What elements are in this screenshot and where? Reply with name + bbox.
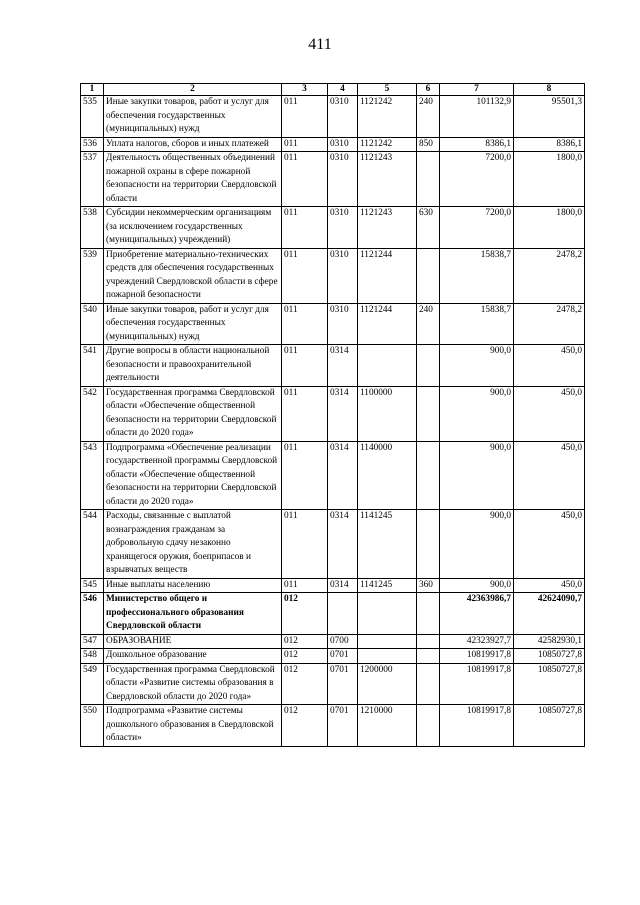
column-header: 1 xyxy=(81,84,104,96)
target-code-cell: 1140000 xyxy=(358,441,417,510)
row-number-cell: 549 xyxy=(81,663,104,705)
amount-cell-year1: 10819917,8 xyxy=(440,663,514,705)
amount-cell-year2: 1800,0 xyxy=(514,152,585,207)
row-number-cell: 539 xyxy=(81,248,104,303)
expense-type-cell: 850 xyxy=(417,137,440,152)
target-code-cell: 1141245 xyxy=(358,510,417,579)
target-code-cell: 1121243 xyxy=(358,152,417,207)
target-code-cell: 1121244 xyxy=(358,248,417,303)
code-cell: 011 xyxy=(282,441,328,510)
table-row xyxy=(81,634,585,649)
item-name-cell: Подпрограмма «Развитие системы дошкольного образования в Свердловской области» xyxy=(104,705,282,747)
expense-type-cell xyxy=(417,649,440,664)
expense-type-cell: 240 xyxy=(417,96,440,138)
section-code-cell xyxy=(328,593,358,635)
table-row xyxy=(81,137,585,152)
expense-type-cell xyxy=(417,705,440,747)
expense-type-cell xyxy=(417,441,440,510)
table-row xyxy=(81,207,585,249)
table-row xyxy=(81,345,585,387)
amount-cell-year1: 900,0 xyxy=(440,441,514,510)
code-cell: 011 xyxy=(282,207,328,249)
amount-cell-year1: 10819917,8 xyxy=(440,649,514,664)
amount-cell-year1: 42363986,7 xyxy=(440,593,514,635)
row-number-cell: 536 xyxy=(81,137,104,152)
target-code-cell: 1121244 xyxy=(358,303,417,345)
amount-cell-year1: 900,0 xyxy=(440,345,514,387)
table-row xyxy=(81,705,585,747)
section-code-cell: 0310 xyxy=(328,248,358,303)
column-header: 3 xyxy=(282,84,328,96)
expense-type-cell: 360 xyxy=(417,578,440,593)
code-cell: 011 xyxy=(282,386,328,441)
section-code-cell: 0310 xyxy=(328,152,358,207)
section-code-cell: 0310 xyxy=(328,303,358,345)
row-number-cell: 547 xyxy=(81,634,104,649)
code-cell: 011 xyxy=(282,578,328,593)
row-number-cell: 535 xyxy=(81,96,104,138)
table-row xyxy=(81,578,585,593)
target-code-cell: 1141245 xyxy=(358,578,417,593)
item-name-cell: Иные закупки товаров, работ и услуг для обеспечения государственных (муниципальных) нужд xyxy=(104,303,282,345)
amount-cell-year1: 8386,1 xyxy=(440,137,514,152)
expense-type-cell: 630 xyxy=(417,207,440,249)
target-code-cell xyxy=(358,649,417,664)
amount-cell-year2: 8386,1 xyxy=(514,137,585,152)
target-code-cell: 1100000 xyxy=(358,386,417,441)
code-cell: 012 xyxy=(282,705,328,747)
item-name-cell: Подпрограмма «Обеспечение реализации государственной программы Свердловской области «Обеспечение общественной безопасности на территории Свердловской области до 2020 года» xyxy=(104,441,282,510)
section-code-cell: 0700 xyxy=(328,634,358,649)
code-cell: 011 xyxy=(282,96,328,138)
table-row xyxy=(81,663,585,705)
amount-cell-year2: 10850727,8 xyxy=(514,649,585,664)
section-code-cell: 0310 xyxy=(328,96,358,138)
amount-cell-year2: 450,0 xyxy=(514,345,585,387)
expense-type-cell xyxy=(417,663,440,705)
row-number-cell: 537 xyxy=(81,152,104,207)
table-row xyxy=(81,441,585,510)
column-header: 7 xyxy=(440,84,514,96)
amount-cell-year2: 10850727,8 xyxy=(514,705,585,747)
expense-type-cell xyxy=(417,152,440,207)
row-number-cell: 548 xyxy=(81,649,104,664)
target-code-cell: 1121242 xyxy=(358,137,417,152)
code-cell: 012 xyxy=(282,663,328,705)
amount-cell-year1: 7200,0 xyxy=(440,152,514,207)
expense-type-cell xyxy=(417,593,440,635)
target-code-cell: 1121243 xyxy=(358,207,417,249)
target-code-cell: 1200000 xyxy=(358,663,417,705)
amount-cell-year1: 10819917,8 xyxy=(440,705,514,747)
amount-cell-year2: 450,0 xyxy=(514,441,585,510)
table-row xyxy=(81,152,585,207)
amount-cell-year2: 10850727,8 xyxy=(514,663,585,705)
code-cell: 011 xyxy=(282,137,328,152)
item-name-cell: Министерство общего и профессионального образования Свердловской области xyxy=(104,593,282,635)
section-code-cell: 0314 xyxy=(328,386,358,441)
target-code-cell: 1210000 xyxy=(358,705,417,747)
section-code-cell: 0314 xyxy=(328,345,358,387)
code-cell: 012 xyxy=(282,634,328,649)
section-code-cell: 0310 xyxy=(328,137,358,152)
column-header: 2 xyxy=(104,84,282,96)
expense-type-cell xyxy=(417,510,440,579)
amount-cell-year1: 900,0 xyxy=(440,578,514,593)
table-row xyxy=(81,386,585,441)
item-name-cell: Приобретение материально-технических средств для обеспечения государственных учреждений Свердловской области в сфере пожарной безопасности xyxy=(104,248,282,303)
amount-cell-year2: 2478,2 xyxy=(514,303,585,345)
table-row xyxy=(81,593,585,635)
section-code-cell: 0314 xyxy=(328,578,358,593)
code-cell: 011 xyxy=(282,152,328,207)
table-row xyxy=(81,510,585,579)
amount-cell-year1: 900,0 xyxy=(440,510,514,579)
row-number-cell: 540 xyxy=(81,303,104,345)
section-code-cell: 0701 xyxy=(328,663,358,705)
code-cell: 012 xyxy=(282,649,328,664)
section-code-cell: 0314 xyxy=(328,510,358,579)
table-header-row xyxy=(81,84,585,96)
item-name-cell: Дошкольное образование xyxy=(104,649,282,664)
amount-cell-year2: 2478,2 xyxy=(514,248,585,303)
item-name-cell: Уплата налогов, сборов и иных платежей xyxy=(104,137,282,152)
column-header: 5 xyxy=(358,84,417,96)
row-number-cell: 550 xyxy=(81,705,104,747)
item-name-cell: Расходы, связанные с выплатой вознаграждения гражданам за добровольную сдачу незаконно хранящегося оружия, боеприпасов и взрывчатых веществ xyxy=(104,510,282,579)
target-code-cell: 1121242 xyxy=(358,96,417,138)
amount-cell-year1: 7200,0 xyxy=(440,207,514,249)
amount-cell-year2: 1800,0 xyxy=(514,207,585,249)
table-row xyxy=(81,303,585,345)
amount-cell-year1: 101132,9 xyxy=(440,96,514,138)
target-code-cell xyxy=(358,345,417,387)
item-name-cell: Другие вопросы в области национальной безопасности и правоохранительной деятельности xyxy=(104,345,282,387)
row-number-cell: 543 xyxy=(81,441,104,510)
amount-cell-year2: 450,0 xyxy=(514,386,585,441)
amount-cell-year2: 450,0 xyxy=(514,578,585,593)
row-number-cell: 544 xyxy=(81,510,104,579)
section-code-cell: 0701 xyxy=(328,705,358,747)
table-row xyxy=(81,649,585,664)
expense-type-cell xyxy=(417,345,440,387)
item-name-cell: Государственная программа Свердловской области «Развитие системы образования в Свердловской области до 2020 года» xyxy=(104,663,282,705)
target-code-cell xyxy=(358,593,417,635)
amount-cell-year2: 42624090,7 xyxy=(514,593,585,635)
amount-cell-year2: 95501,3 xyxy=(514,96,585,138)
code-cell: 011 xyxy=(282,510,328,579)
column-header: 6 xyxy=(417,84,440,96)
item-name-cell: Государственная программа Свердловской области «Обеспечение общественной безопасности на территории Свердловской области до 2020 года» xyxy=(104,386,282,441)
amount-cell-year1: 900,0 xyxy=(440,386,514,441)
budget-table xyxy=(80,83,585,747)
code-cell: 012 xyxy=(282,593,328,635)
column-header: 4 xyxy=(328,84,358,96)
amount-cell-year2: 450,0 xyxy=(514,510,585,579)
item-name-cell: Деятельность общественных объединений пожарной охраны в сфере пожарной безопасности на территории Свердловской области xyxy=(104,152,282,207)
amount-cell-year1: 42323927,7 xyxy=(440,634,514,649)
amount-cell-year2: 42582930,1 xyxy=(514,634,585,649)
code-cell: 011 xyxy=(282,345,328,387)
row-number-cell: 546 xyxy=(81,593,104,635)
page-number: 411 xyxy=(308,36,332,53)
target-code-cell xyxy=(358,634,417,649)
row-number-cell: 538 xyxy=(81,207,104,249)
section-code-cell: 0314 xyxy=(328,441,358,510)
item-name-cell: Субсидии некоммерческим организациям (за исключением государственных (муниципальных) учреждений) xyxy=(104,207,282,249)
expense-type-cell: 240 xyxy=(417,303,440,345)
row-number-cell: 545 xyxy=(81,578,104,593)
amount-cell-year1: 15838,7 xyxy=(440,248,514,303)
code-cell: 011 xyxy=(282,248,328,303)
column-header: 8 xyxy=(514,84,585,96)
expense-type-cell xyxy=(417,386,440,441)
code-cell: 011 xyxy=(282,303,328,345)
section-code-cell: 0310 xyxy=(328,207,358,249)
section-code-cell: 0701 xyxy=(328,649,358,664)
item-name-cell: Иные закупки товаров, работ и услуг для обеспечения государственных (муниципальных) нужд xyxy=(104,96,282,138)
expense-type-cell xyxy=(417,248,440,303)
row-number-cell: 541 xyxy=(81,345,104,387)
table-row xyxy=(81,96,585,138)
amount-cell-year1: 15838,7 xyxy=(440,303,514,345)
table-row xyxy=(81,248,585,303)
row-number-cell: 542 xyxy=(81,386,104,441)
item-name-cell: Иные выплаты населению xyxy=(104,578,282,593)
expense-type-cell xyxy=(417,634,440,649)
item-name-cell: ОБРАЗОВАНИЕ xyxy=(104,634,282,649)
